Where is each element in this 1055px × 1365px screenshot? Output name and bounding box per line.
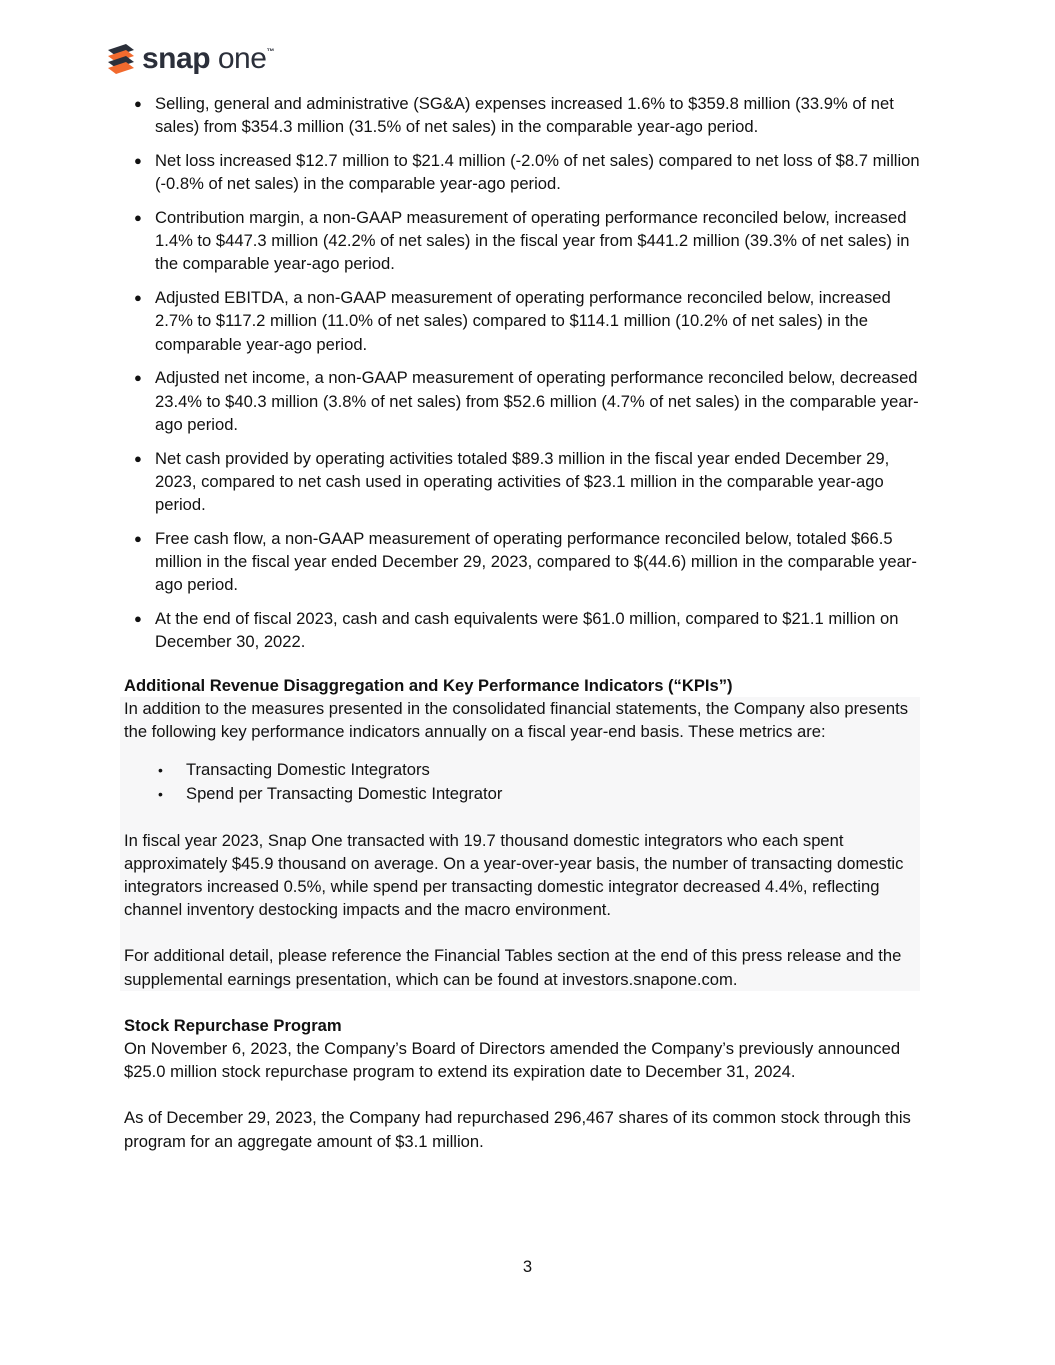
page-number: 3 bbox=[522, 1257, 533, 1276]
list-item: ● Adjusted EBITDA, a non-GAAP measurement of operating performance reconciled below, increased 2.7% to $117.2 million (11.0% of net sales) compared to $114.1 million (10.2% of net sales) in the comparable year-ago period. bbox=[134, 288, 891, 354]
kpi-list bbox=[124, 758, 920, 806]
list-item: ● Net loss increased $12.7 million to $21.4 million (-2.0% of net sales) compared to net loss of $8.7 million (-0.8% of net sales) in the comparable year-ago period. bbox=[134, 151, 920, 194]
list-item: ● Contribution margin, a non-GAAP measurement of operating performance reconciled below, increased 1.4% to $447.3 million (42.2% of net sales) in the fiscal year from $441.2 million (39.3% of net sales) in the comparable year-ago period. bbox=[134, 208, 910, 274]
repurchase-paragraph: On November 6, 2023, the Company’s Board of Directors amended the Company’s previously announced $25.0 million stock repurchase program to extend its expiration date to December 31, 2024. bbox=[124, 1039, 901, 1082]
kpi-section-body bbox=[120, 697, 920, 991]
highlights-list bbox=[124, 92, 924, 653]
kpi-detail-paragraph: For additional detail, please reference the Financial Tables section at the end of this press release and the supplemental earnings presentation, which can be found at investors.snapone.com. bbox=[124, 946, 902, 989]
list-item: • Spend per Transacting Domestic Integrator bbox=[158, 783, 503, 803]
kpi-heading: Additional Revenue Disaggregation and Key Performance Indicators (“KPIs”) bbox=[124, 676, 733, 696]
snap-one-logo-icon bbox=[104, 42, 138, 76]
list-item: ● Adjusted net income, a non-GAAP measurement of operating performance reconciled below, decreased 23.4% to $40.3 million (3.8% of net sales) from $52.6 million (4.7% of net sales) in the comparable year-ago period. bbox=[134, 368, 919, 434]
company-logo bbox=[104, 40, 274, 78]
list-item: • Transacting Domestic Integrators bbox=[158, 759, 430, 779]
repurchase-status-paragraph: As of December 29, 2023, the Company had repurchased 296,467 shares of its common stock through this program for an aggregate amount of $3.1 million. bbox=[124, 1108, 911, 1151]
kpi-paragraph: In fiscal year 2023, Snap One transacted with 19.7 thousand domestic integrators who each spent approximately $45.9 thousand on average. On a year-over-year basis, the number of transacting domestic integrators increased 0.5%, while spend per transacting domestic integrator decreased 4.4%, reflecting channel inventory destocking impacts and the macro environment. bbox=[124, 830, 904, 920]
list-item: ● Selling, general and administrative (SG&A) expenses increased 1.6% to $359.8 million (33.9% of net sales) from $354.3 million (31.5% of net sales) in the comparable year-ago period. bbox=[134, 94, 894, 137]
logo-wordmark: snap one™ bbox=[142, 42, 274, 75]
list-item: ● Free cash flow, a non-GAAP measurement of operating performance reconciled below, totaled $66.5 million in the fiscal year ended December 29, 2023, compared to $(44.6) million in the comparable year-ago period. bbox=[134, 528, 917, 595]
repurchase-heading: Stock Repurchase Program bbox=[124, 1015, 342, 1035]
list-item: ● Net cash provided by operating activities totaled $89.3 million in the fiscal year ended December 29, 2023, compared to net cash used in operating activities of $23.1 million in the comparable year-ago period. bbox=[134, 448, 890, 515]
kpi-intro: In addition to the measures presented in the consolidated financial statements, the Company also presents the following key performance indicators annually on a fiscal year-end basis. These metrics are: bbox=[124, 699, 909, 742]
list-item: ● At the end of fiscal 2023, cash and cash equivalents were $61.0 million, compared to $21.1 million on December 30, 2022. bbox=[134, 609, 899, 652]
page-content bbox=[124, 92, 924, 1153]
